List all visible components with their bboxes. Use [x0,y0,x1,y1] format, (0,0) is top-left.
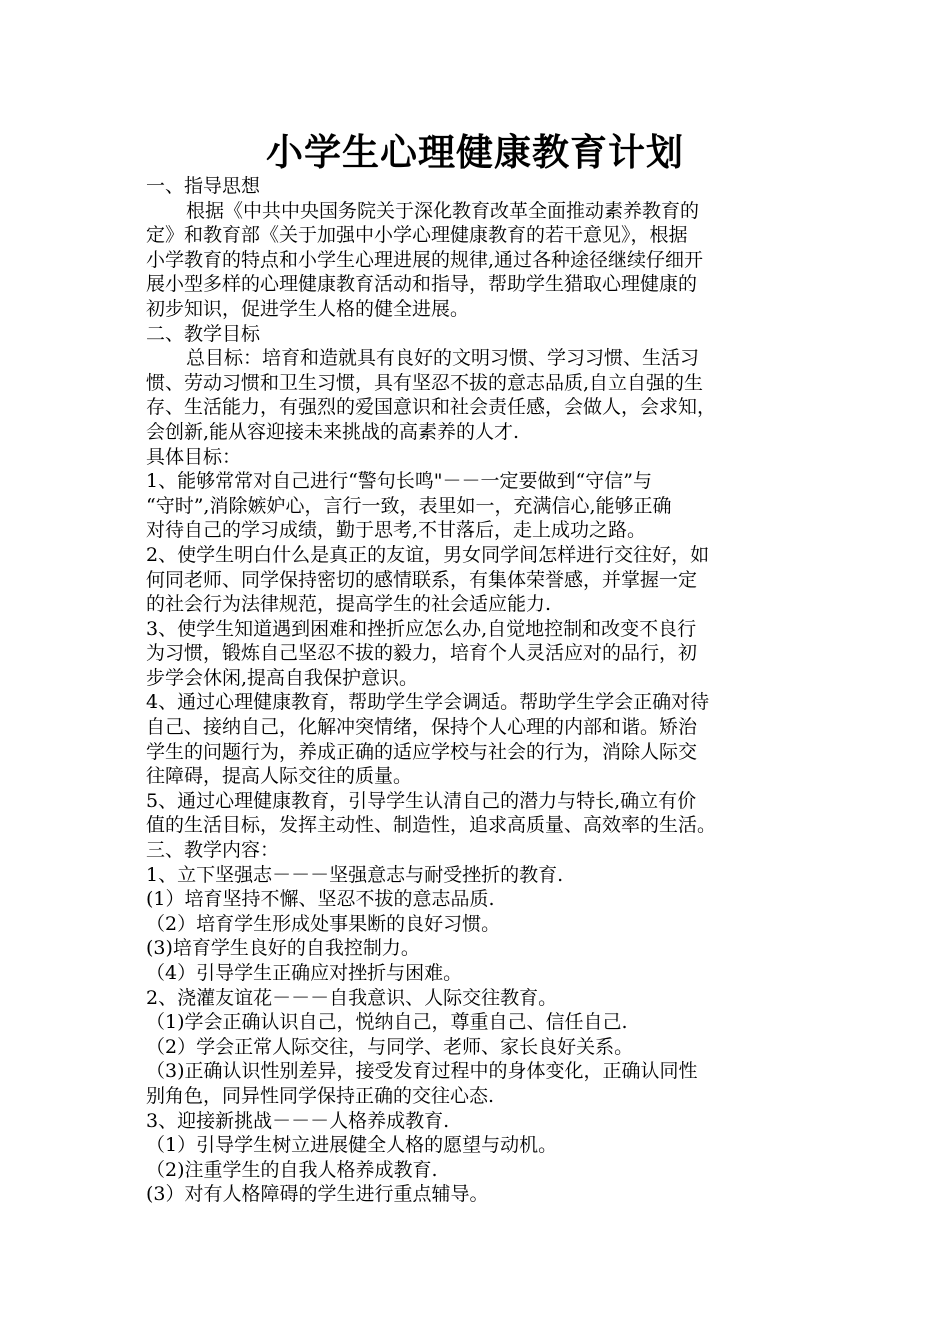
sub-item-line: （3)正确认识性别差异，接受发育过程中的身体变化，正确认同性 [146,1060,698,1083]
list-item-line: 1、能够常常对自己进行“警句长鸣"－－一定要做到“守信”与 [146,470,652,493]
section-heading: 二、教学目标 [146,322,261,345]
paragraph-line: 初步知识，促进学生人格的健全进展。 [146,297,470,320]
sub-item-line: (3)培育学生良好的自我控制力。 [146,937,420,960]
list-item-line: 2、浇灌友谊花－－－自我意识、人际交往教育。 [146,986,558,1009]
list-item-line: 1、立下坚强志－－－坚强意志与耐受挫折的教育. [146,863,564,886]
list-item-line: 3、使学生知道遇到困难和挫折应怎么办,自觉地控制和改变不良行 [146,617,697,640]
list-item-line: 4、通过心理健康教育，帮助学生学会调适。帮助学生学会正确对待 [146,691,710,714]
sub-item-line: （2)注重学生的自我人格养成教育. [146,1158,438,1181]
sub-item-line: (3）对有人格障碍的学生进行重点辅导。 [146,1183,489,1206]
list-item-line: 步学会休闲,提高自我保护意识。 [146,666,419,689]
section-heading: 一、指导思想 [146,175,261,197]
list-item-line: “守时”,消除嫉妒心，言行一致，表里如一，充满信心,能够正确 [146,494,672,517]
subheading-line: 具体目标： [146,445,242,468]
list-item-line: 5、通过心理健康教育，引导学生认清自己的潜力与特长,确立有价 [146,789,697,812]
paragraph-line: 总目标：培育和造就具有良好的文明习惯、学习习惯、生活习 [186,347,700,370]
document-title: 小学生心理健康教育计划 [266,130,684,174]
list-item-line: 为习惯，锻炼自己坚忍不拔的毅力，培育个人灵活应对的品行，初 [146,642,698,665]
paragraph-line: 根据《中共中央国务院关于深化教育改革全面推动素养教育的 [186,199,700,222]
sub-item-line: （4）引导学生正确应对挫折与困难。 [146,962,463,984]
list-item-line: 学生的问题行为，养成正确的适应学校与社会的行为，消除人际交 [146,740,698,763]
sub-item-line: (1）培育坚持不懈、坚忍不拔的意志品质. [146,888,495,911]
list-item-line: 值的生活目标，发挥主动性、制造性，追求高质量、高效率的生活。 [146,814,717,837]
paragraph-line: 展小型多样的心理健康教育活动和指导，帮助学生猎取心理健康的 [146,273,698,296]
sub-item-line: （2）学会正常人际交往，与同学、老师、家长良好关系。 [146,1035,634,1058]
sub-item-line: 别角色，同异性同学保持正确的交往心态. [146,1084,495,1107]
sub-item-line: （2）培育学生形成处事果断的良好习惯。 [146,912,501,935]
list-item-line: 何同老师、同学保持密切的感情联系，有集体荣誉感，并掌握一定 [146,568,698,591]
paragraph-line: 惯、劳动习惯和卫生习惯，具有坚忍不拔的意志品质,自立自强的生 [146,371,704,394]
paragraph-line: 会创新,能从容迎接未来挑战的高素养的人才. [146,420,520,443]
document-body [146,174,808,1207]
paragraph-line: 存、生活能力，有强烈的爱国意识和社会责任感，会做人，会求知， [146,396,717,419]
paragraph-line: 小学教育的特点和小学生心理进展的规律,通过各种途径继续仔细开 [146,248,704,271]
list-item-line: 对待自己的学习成绩，勤于思考,不甘落后，走上成功之路。 [146,519,647,542]
sub-item-line: （1)学会正确认识自己，悦纳自己，尊重自己、信任自己. [146,1011,628,1034]
section-heading: 三、教学内容： [146,839,280,862]
sub-item-line: （1）引导学生树立进展健全人格的愿望与动机。 [146,1134,558,1157]
list-item-line: 自己、接纳自己，化解冲突情绪，保持个人心理的内部和谐。矫治 [146,716,698,739]
list-item-line: 往障碍，提高人际交往的质量。 [146,765,413,788]
list-item-line: 的社会行为法律规范，提高学生的社会适应能力. [146,593,552,616]
list-item-line: 2、使学生明白什么是真正的友谊，男女同学间怎样进行交往好，如 [146,543,710,566]
paragraph-line: 定》和教育部《关于加强中小学心理健康教育的若干意见》，根据 [146,224,688,247]
list-item-line: 3、迎接新挑战－－－人格养成教育. [146,1109,450,1132]
